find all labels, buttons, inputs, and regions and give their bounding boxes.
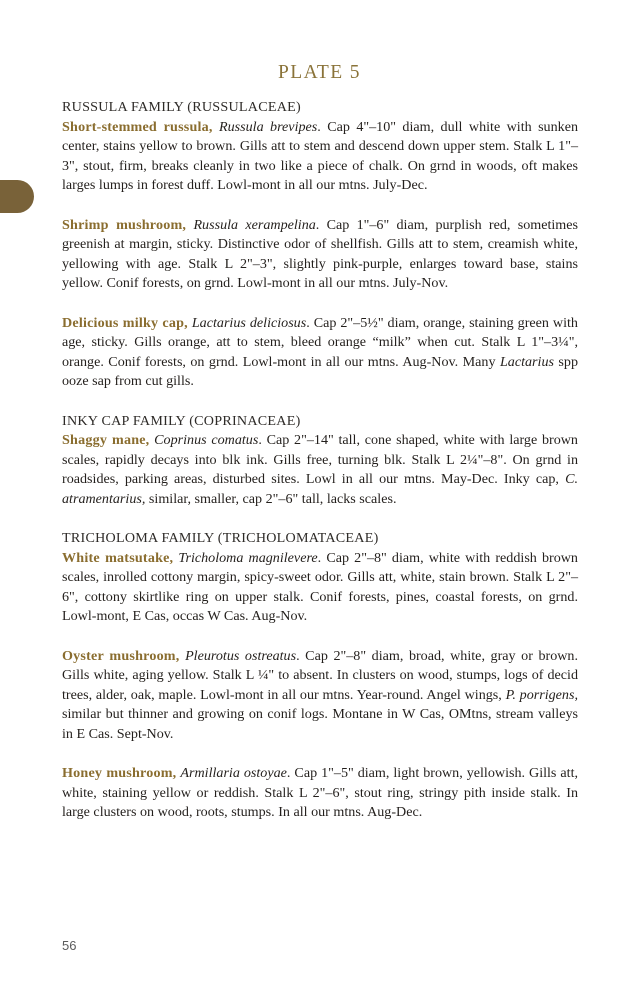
species-entry	[62, 216, 578, 294]
species-entry	[62, 431, 578, 509]
plate-section-tab	[0, 180, 34, 213]
species-entry	[62, 647, 578, 745]
species-common-name: Oyster mushroom,	[62, 647, 180, 664]
species-common-name: White matsutake,	[62, 549, 174, 566]
family-heading: INKY CAP FAMILY (COPRINACEAE)	[62, 412, 301, 429]
species-description: . Cap 2"–14" tall, cone shaped, white with large brown scales, rapidly decays into blk ink. Gills free, turning blk. Stalk L 2¼"–8". On grnd in roadsides, parking areas, disturbed sites. Lowl in all our mtns. May-Dec. Inky cap,	[62, 432, 578, 488]
species-scientific-name: Tricholoma magnilevere	[178, 549, 318, 566]
species-description: . Cap 4"–10" diam, dull white with sunken center, stains yellow to brown. Gills att to stem and descend down upper stem. Stalk L 1"–3", stout, firm, breaks cleanly in two like a piece of chalk. On grnd in woods, oft makes larges lumps in forest duff. Lowl-mont in all our mtns. July-Dec.	[62, 118, 579, 194]
species-description-italic: P. porrigens,	[505, 686, 578, 703]
page-number: 56	[62, 938, 77, 953]
species-scientific-name: Pleurotus ostreatus	[185, 647, 297, 664]
species-description-italic: Lactarius	[499, 353, 554, 370]
species-description: . Cap 2"–8" diam, broad, white, gray or brown. Gills white, aging yellow. Stalk L ¼" to absent. In clusters on wood, stumps, logs of decid trees, alder, oak, maple. Lowl-mont in all our mtns. Year-round. Angel wings,	[62, 647, 578, 703]
species-common-name: Shaggy mane,	[62, 432, 150, 449]
species-common-name: Delicious milky cap,	[62, 314, 188, 331]
species-scientific-name: Russula brevipes	[219, 118, 318, 135]
page-title: PLATE 5	[278, 62, 361, 83]
species-description-tail: similar, smaller, cap 2"–6" tall, lacks scales.	[145, 490, 397, 507]
species-description-tail: similar but thinner and growing on conif logs. Montane in W Cas, OMtns, stream valleys in E Cas. Sept-Nov.	[62, 706, 578, 742]
species-description: . Cap 2"–5½" diam, orange, staining green with age, sticky. Gills orange, att to stem, bleed orange “milk” when cut. Stalk L 1"–3¼", orange. Conif forests, on grnd. Lowl-mont in all our mtns. Aug-Nov. Many	[62, 314, 578, 370]
species-description: . Cap 1"–5" diam, light brown, yellowish. Gills att, white, staining yellow or reddish. Stalk L 2"–6", stout ring, stringy pith inside stalk. In large clusters on wood, roots, stumps. In all our mtns. Aug-Dec.	[62, 765, 579, 821]
family-section	[62, 529, 578, 823]
species-entry	[62, 314, 578, 392]
species-common-name: Short-stemmed russula,	[62, 118, 213, 135]
species-description: . Cap 1"–6" diam, purplish red, sometimes greenish at margin, sticky. Distinctive odor of shellfish. Gills att to stem, creamish white, yellowing with age. Stalk L 2"–3", slightly pink-purple, enlarges toward base, stains yellow. Conif forests, on grnd. Lowl-mont in all our mtns. July-Nov.	[62, 216, 578, 292]
species-entry	[62, 118, 578, 196]
species-description-tail: spp ooze sap from cut gills.	[62, 353, 579, 390]
species-common-name: Honey mushroom,	[62, 765, 177, 782]
species-common-name: Shrimp mushroom,	[62, 216, 187, 233]
species-scientific-name: Russula xerampelina	[193, 216, 316, 233]
species-entry	[62, 764, 578, 823]
species-description: . Cap 2"–8" diam, white with reddish brown scales, inrolled cottony margin, spicy-sweet odor. Gills att, white, stain brown. Stalk L 2"–6", cottony skirtlike ring on upper stalk. Conif forests, pines, coastal forests, on grnd. Lowl-mont, E Cas, occas W Cas. Aug-Nov.	[62, 549, 578, 625]
species-scientific-name: Lactarius deliciosus	[191, 314, 307, 331]
species-scientific-name: Armillaria ostoyae	[180, 765, 287, 782]
family-section	[62, 412, 578, 510]
family-heading: TRICHOLOMA FAMILY (TRICHOLOMATACEAE)	[62, 530, 379, 547]
species-scientific-name: Coprinus comatus	[154, 432, 259, 449]
species-entry	[62, 549, 578, 627]
family-section	[62, 98, 578, 392]
family-heading: RUSSULA FAMILY (RUSSULACEAE)	[62, 99, 301, 115]
page-content	[62, 98, 578, 823]
species-description-italic: C. atramentarius,	[62, 471, 578, 507]
